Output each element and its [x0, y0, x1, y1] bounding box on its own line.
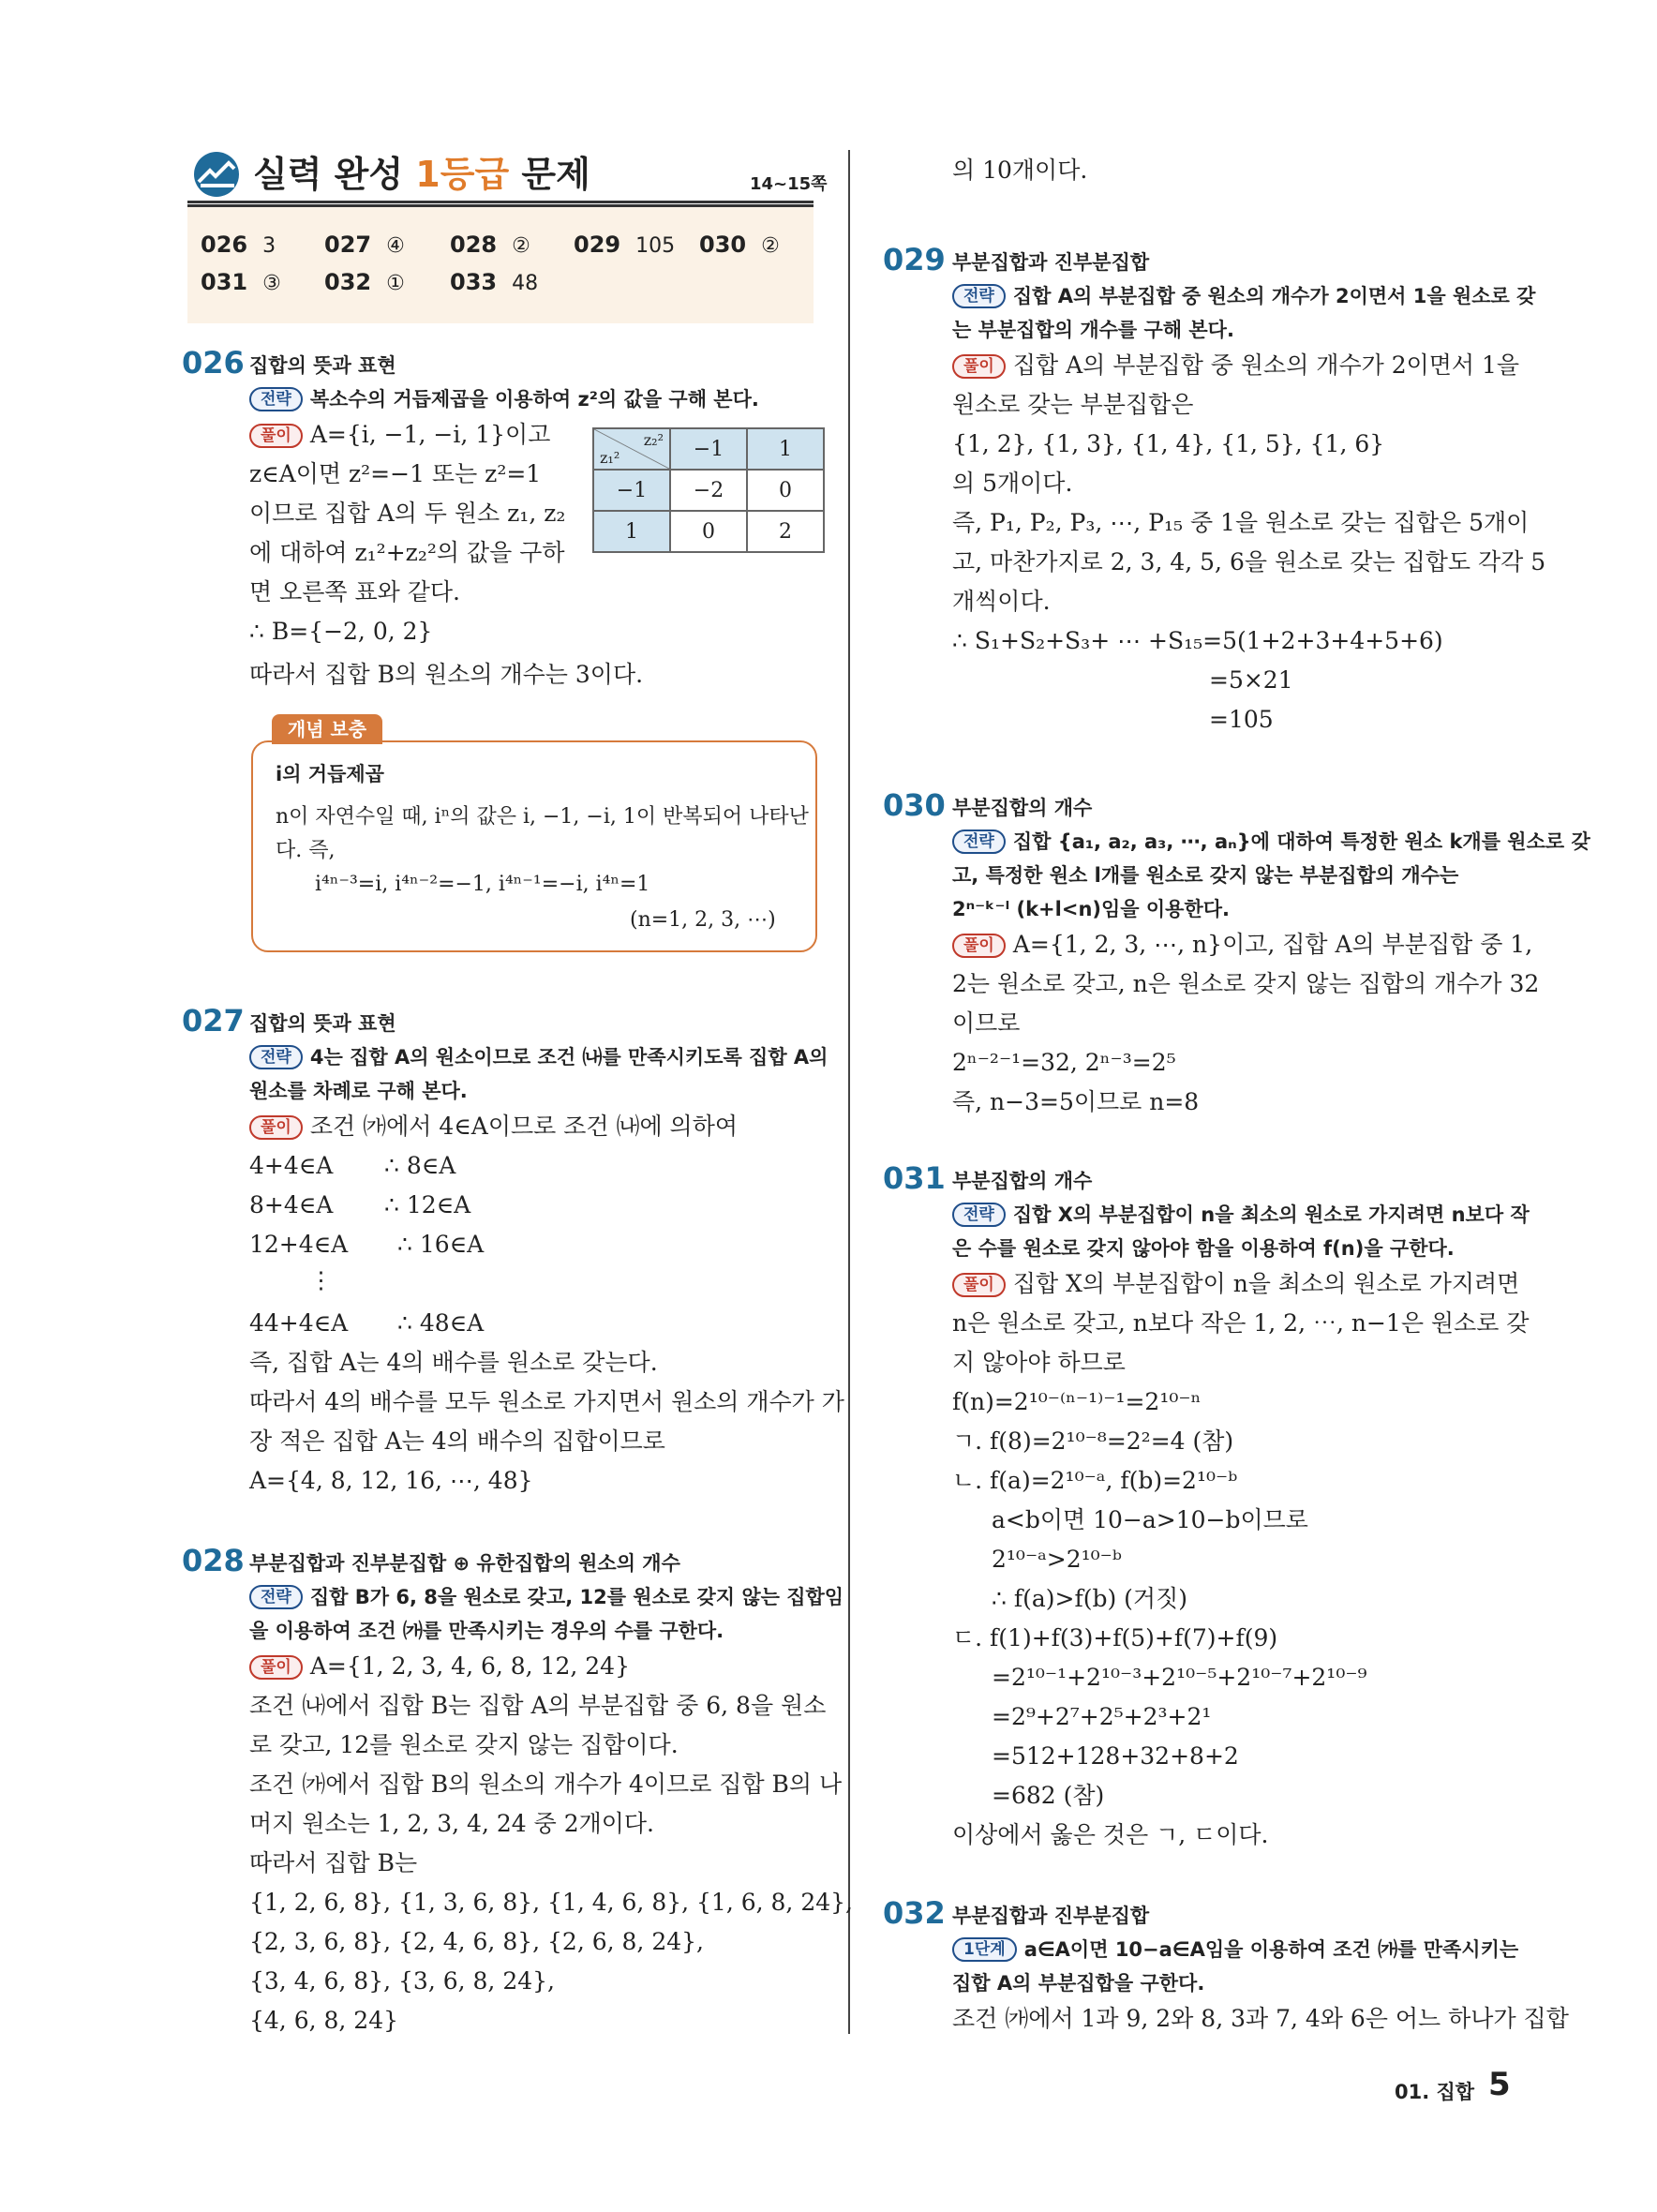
- q032-step: 집합 A의 부분집합을 구한다.: [952, 1972, 1205, 1995]
- q028-number: 028: [182, 1543, 245, 1578]
- q032-number: 032: [883, 1895, 946, 1931]
- header-rule: [187, 201, 814, 203]
- q028-line: {2, 3, 6, 8}, {2, 4, 6, 8}, {2, 6, 8, 24},: [249, 1928, 704, 1955]
- q031-line: 2¹⁰⁻ᵃ>2¹⁰⁻ᵇ: [992, 1546, 1122, 1573]
- q027-row: 8+4∈A: [249, 1191, 334, 1218]
- q029-strategy: 는 부분집합의 개수를 구해 본다.: [952, 319, 1234, 341]
- q027-row: 4+4∈A: [249, 1152, 334, 1179]
- q028-line: 조건 ㈏에서 집합 B는 집합 A의 부분집합 중 6, 8을 원소: [249, 1692, 827, 1719]
- answer-031: 031 ③: [201, 269, 281, 295]
- table-cell: −2: [670, 470, 747, 511]
- table-header-cell: 1: [747, 428, 824, 470]
- q029-strategy: 전략 집합 A의 부분집합 중 원소의 개수가 2이면서 1을 원소로 갖: [952, 281, 1535, 311]
- answer-box: [187, 204, 814, 323]
- answer-026: 026 3: [201, 232, 276, 258]
- q029-title: 부분집합과 진부분집합: [952, 251, 1150, 274]
- q028-line: {1, 2, 6, 8}, {1, 3, 6, 8}, {1, 4, 6, 8}, {1, 6, 8, 24},: [249, 1889, 853, 1916]
- q028-line: 따라서 집합 B는: [249, 1849, 418, 1876]
- q031-solution: 풀이 집합 X의 부분집합이 n을 최소의 원소로 가지려면: [952, 1269, 1519, 1299]
- q030-number: 030: [883, 787, 946, 823]
- q027-row: 44+4∈A: [249, 1309, 349, 1337]
- q026-strategy: 전략 복소수의 거듭제곱을 이용하여 z²의 값을 구해 본다.: [249, 384, 759, 414]
- table-row-header: −1: [593, 470, 670, 511]
- column-divider: [848, 150, 850, 2034]
- table-row-header: 1: [593, 511, 670, 552]
- q029-line: 의 5개이다.: [952, 470, 1073, 497]
- q030-line: 2ⁿ⁻²⁻¹=32, 2ⁿ⁻³=2⁵: [952, 1049, 1176, 1076]
- q028-line: {4, 6, 8, 24}: [249, 2007, 399, 2034]
- q026-line: z∈A이면 z²=−1 또는 z²=1: [249, 460, 542, 487]
- q031-line: =2⁹+2⁷+2⁵+2³+2¹: [992, 1703, 1212, 1730]
- q031-strategy: 전략 집합 X의 부분집합이 n을 최소의 원소로 가지려면 n보다 작: [952, 1200, 1530, 1230]
- q032-line: 조건 ㈎에서 1과 9, 2와 8, 3과 7, 4와 6은 어느 하나가 집합: [952, 2005, 1569, 2032]
- q030-strategy: 전략 집합 {a₁, a₂, a₃, ⋯, aₙ}에 대하여 특정한 원소 k개를 원소로 갖: [952, 827, 1590, 857]
- q029-line: 개씩이다.: [952, 588, 1051, 615]
- answer-028: 028 ②: [450, 232, 530, 258]
- q031-line: =2¹⁰⁻¹+2¹⁰⁻³+2¹⁰⁻⁵+2¹⁰⁻⁷+2¹⁰⁻⁹: [992, 1664, 1367, 1691]
- q027-line: 즉, 집합 A는 4의 배수를 원소로 갖는다.: [249, 1349, 658, 1376]
- q026-title: 집합의 뜻과 표현: [249, 354, 396, 377]
- q027-strategy: 전략 4는 집합 A의 원소이므로 조건 ㈏를 만족시키도록 집합 A의: [249, 1042, 828, 1072]
- q028-line: 로 갖고, 12를 원소로 갖지 않는 집합이다.: [249, 1731, 679, 1758]
- answer-032: 032 ①: [324, 269, 405, 295]
- q031-strategy: 은 수를 원소로 갖지 않아야 함을 이용하여 f(n)을 구한다.: [952, 1237, 1455, 1260]
- q029-line: 원소로 갖는 부분집합은: [952, 391, 1194, 418]
- concept-line: 다. 즉,: [276, 839, 336, 862]
- q031-line: f(n)=2¹⁰⁻⁽ⁿ⁻¹⁾⁻¹=2¹⁰⁻ⁿ: [952, 1388, 1202, 1415]
- q026-line: ∴ B={−2, 0, 2}: [249, 618, 433, 645]
- q026-line: 이므로 집합 A의 두 원소 z₁, z₂: [249, 500, 566, 527]
- q027-line: A={4, 8, 12, 16, ⋯, 48}: [249, 1467, 533, 1494]
- page-range: 14~15쪽: [750, 174, 828, 194]
- footer-chapter: 01. 집합: [1395, 2081, 1475, 2103]
- q028-solution: 풀이 A={1, 2, 3, 4, 6, 8, 12, 24}: [249, 1652, 630, 1681]
- concept-line: n이 자연수일 때, iⁿ의 값은 i, −1, −i, 1이 반복되어 나타난: [276, 805, 809, 829]
- q031-line: =682 (참): [992, 1782, 1105, 1809]
- q031-line: 이상에서 옳은 것은 ㄱ, ㄷ이다.: [952, 1821, 1269, 1848]
- q027-number: 027: [182, 1003, 245, 1039]
- q032-step: 1단계 a∈A이면 10−a∈A임을 이용하여 조건 ㈎를 만족시키는: [952, 1935, 1518, 1965]
- q027-line: 장 적은 집합 A는 4의 배수의 집합이므로: [249, 1427, 665, 1455]
- q027-row: ∴ 48∈A: [397, 1309, 485, 1337]
- q029-number: 029: [883, 242, 946, 277]
- q029-line: 고, 마찬가지로 2, 3, 4, 5, 6을 원소로 갖는 집합도 각각 5: [952, 548, 1546, 575]
- q030-strategy: 2ⁿ⁻ᵏ⁻ˡ (k+l<n)임을 이용한다.: [952, 898, 1231, 920]
- answer-029: 029 105: [574, 232, 676, 258]
- q027-row: ∴ 8∈A: [384, 1152, 456, 1179]
- q029-line: =105: [1209, 706, 1274, 733]
- concept-title: i의 거듭제곱: [276, 763, 384, 785]
- q031-line: ㄴ. f(a)=2¹⁰⁻ᵃ, f(b)=2¹⁰⁻ᵇ: [952, 1467, 1238, 1494]
- q029-line: =5×21: [1209, 666, 1293, 694]
- page-number: 5: [1488, 2066, 1511, 2103]
- q030-title: 부분집합의 개수: [952, 797, 1093, 819]
- q028-strategy: 을 이용하여 조건 ㈎를 만족시키는 경우의 수를 구한다.: [249, 1620, 724, 1642]
- q026-line: 에 대하여 z₁²+z₂²의 값을 구하: [249, 539, 565, 566]
- q027-row: ∴ 12∈A: [384, 1191, 471, 1218]
- page-title: 실력 완성 1등급 문제: [253, 154, 590, 195]
- q031-line: ∴ f(a)>f(b) (거짓): [992, 1585, 1187, 1612]
- q030-solution: 풀이 A={1, 2, 3, ⋯, n}이고, 집합 A의 부분집합 중 1,: [952, 930, 1532, 960]
- q027-row: ⋮: [309, 1266, 333, 1293]
- q027-title: 집합의 뜻과 표현: [249, 1012, 396, 1035]
- q031-line: n은 원소로 갖고, n보다 작은 1, 2, ⋯, n−1은 원소로 갖: [952, 1309, 1530, 1337]
- answer-027: 027 ④: [324, 232, 405, 258]
- concept-line: (n=1, 2, 3, ⋯): [630, 908, 776, 932]
- header-logo-icon: [187, 150, 246, 199]
- q031-title: 부분집합의 개수: [952, 1170, 1093, 1192]
- answer-030: 030 ②: [699, 232, 780, 258]
- q031-line: 지 않아야 하므로: [952, 1349, 1126, 1376]
- table-cell: 0: [747, 470, 824, 511]
- q030-line: 이므로: [952, 1009, 1021, 1037]
- q031-line: a<b이면 10−a>10−b이므로: [992, 1506, 1308, 1533]
- q026-number: 026: [182, 345, 245, 381]
- q032-title: 부분집합과 진부분집합: [952, 1905, 1150, 1927]
- q028-title: 부분집합과 진부분집합 ⊕ 유한집합의 원소의 개수: [249, 1552, 680, 1575]
- concept-tab: 개념 보충: [272, 714, 382, 744]
- q028-strategy: 전략 집합 B가 6, 8을 원소로 갖고, 12를 원소로 갖지 않는 집합임: [249, 1582, 843, 1612]
- q026-line: 풀이 A={i, −1, −i, 1}이고: [249, 420, 550, 450]
- q027-solution: 풀이 조건 ㈎에서 4∈A이므로 조건 ㈏에 의하여: [249, 1112, 738, 1142]
- q028-continued: 의 10개이다.: [952, 157, 1088, 184]
- table-cell: 0: [670, 511, 747, 552]
- q027-row: 12+4∈A: [249, 1231, 349, 1258]
- q026-table: [592, 427, 825, 553]
- q027-line: 따라서 4의 배수를 모두 원소로 가지면서 원소의 개수가 가: [249, 1388, 844, 1415]
- q030-line: 2는 원소로 갖고, n은 원소로 갖지 않는 집합의 개수가 32: [952, 970, 1540, 997]
- q028-line: 머지 원소는 1, 2, 3, 4, 24 중 2개이다.: [249, 1810, 654, 1837]
- table-cell: 2: [747, 511, 824, 552]
- q026-line: 따라서 집합 B의 원소의 개수는 3이다.: [249, 661, 644, 688]
- q029-line: 즉, P₁, P₂, P₃, ⋯, P₁₅ 중 1을 원소로 갖는 집합은 5개이: [952, 509, 1530, 536]
- q030-line: 즉, n−3=5이므로 n=8: [952, 1088, 1200, 1115]
- q031-line: =512+128+32+8+2: [992, 1742, 1239, 1770]
- q029-line: {1, 2}, {1, 3}, {1, 4}, {1, 5}, {1, 6}: [952, 430, 1385, 457]
- q028-line: 조건 ㈎에서 집합 B의 원소의 개수가 4이므로 집합 B의 나: [249, 1771, 843, 1798]
- q028-line: {3, 4, 6, 8}, {3, 6, 8, 24},: [249, 1967, 555, 1995]
- table-header-cell: −1: [670, 428, 747, 470]
- table-corner-cell: z₂² z₁²: [593, 428, 670, 470]
- q031-number: 031: [883, 1160, 946, 1196]
- q029-solution: 풀이 집합 A의 부분집합 중 원소의 개수가 2이면서 1을: [952, 351, 1519, 381]
- answer-033: 033 48: [450, 269, 539, 295]
- q031-line: ㄷ. f(1)+f(3)+f(5)+f(7)+f(9): [952, 1624, 1278, 1652]
- q027-strategy: 원소를 차례로 구해 본다.: [249, 1080, 468, 1102]
- q029-line: ∴ S₁+S₂+S₃+ ⋯ +S₁₅=5(1+2+3+4+5+6): [952, 627, 1443, 654]
- q027-row: ∴ 16∈A: [397, 1231, 485, 1258]
- q030-strategy: 고, 특정한 원소 l개를 원소로 갖지 않는 부분집합의 개수는: [952, 864, 1459, 887]
- concept-line: i⁴ⁿ⁻³=i, i⁴ⁿ⁻²=−1, i⁴ⁿ⁻¹=−i, i⁴ⁿ=1: [315, 873, 650, 896]
- q031-line: ㄱ. f(8)=2¹⁰⁻⁸=2²=4 (참): [952, 1427, 1234, 1455]
- q026-line: 면 오른쪽 표와 같다.: [249, 578, 460, 605]
